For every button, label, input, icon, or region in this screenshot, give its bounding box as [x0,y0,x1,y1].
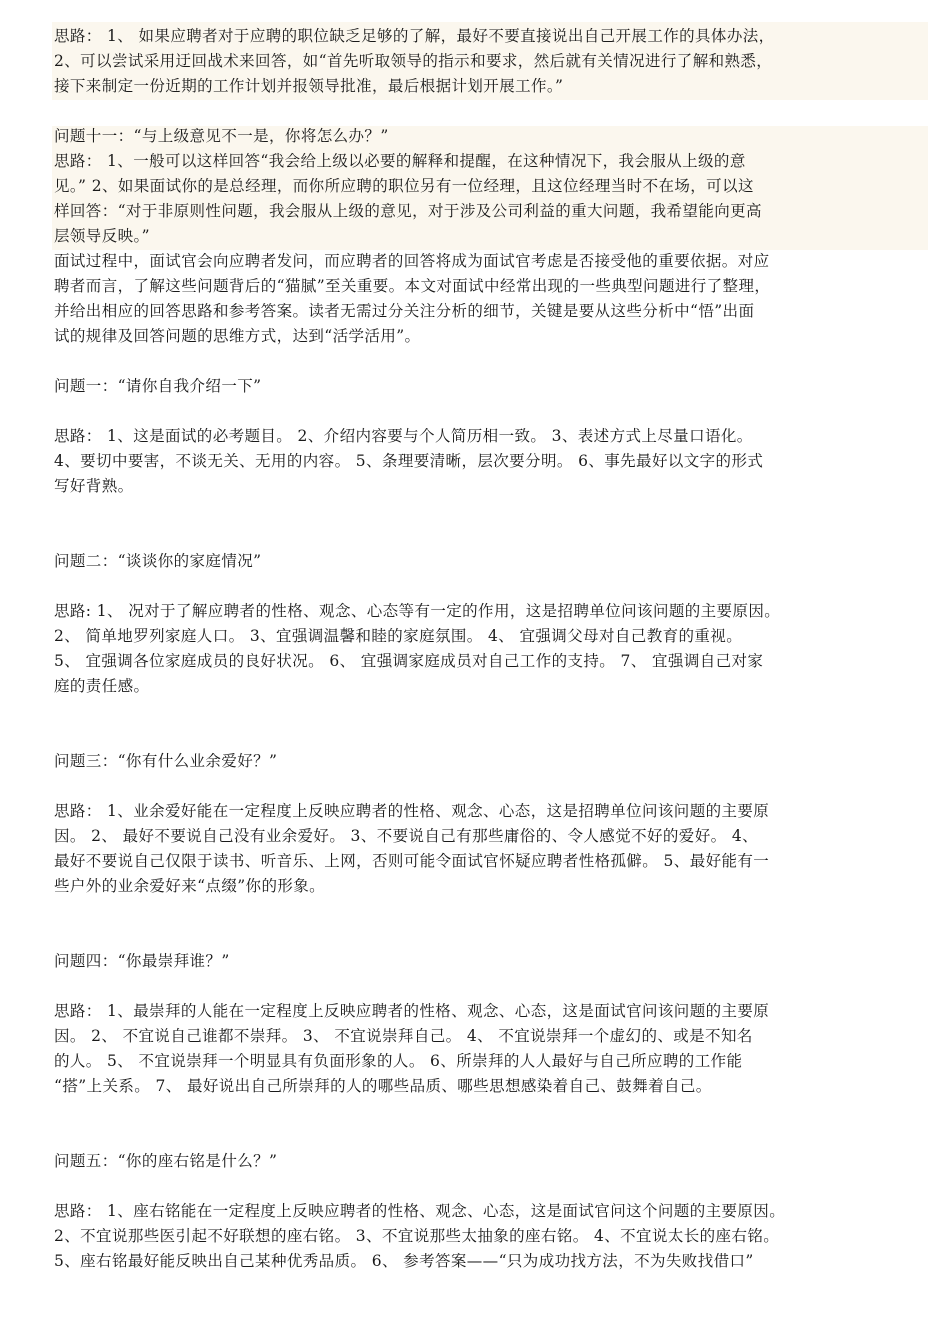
text-line: 问题四：“你最崇拜谁？” [54,952,230,970]
text-line: 聘者而言，了解这些问题背后的“猫腻”至关重要。本文对面试中经常出现的一些典型问题进行了整理， [54,277,771,295]
text-line: 思路： 1、座右铭能在一定程度上反映应聘者的性格、观念、心态，这是面试官问这个问题的主要原因。 [54,1202,786,1220]
text-line: 思路： 1、这是面试的必考题目。 2、介绍内容要与个人简历相一致。 3、表述方式上尽量口语化。 [54,427,753,445]
blank-line [54,974,934,999]
text-line: 问题十一：“与上级意见不一是，你将怎么办？” [54,127,389,145]
text-line: 的人。 5、 不宜说崇拜一个明显具有负面形象的人。 6、所崇拜的人人最好与自己所应聘的工作能 [54,1052,743,1070]
text-line: 思路： 1、最崇拜的人能在一定程度上反映应聘者的性格、观念、心态，这是面试官问该问题的主要原 [54,1002,770,1020]
blank-line [54,99,934,124]
text-line: 2、 简单地罗列家庭人口。 3、宜强调温馨和睦的家庭氛围。 4、 宜强调父母对自己教育的重视。 [54,627,743,645]
text-line: 2、不宜说那些医引起不好联想的座右铭。 3、不宜说那些太抽象的座右铭。 4、不宜说太长的座右铭。 [54,1227,780,1245]
text-line: 思路： 1、业余爱好能在一定程度上反映应聘者的性格、观念、心态，这是招聘单位问该问题的主要原 [54,802,770,820]
text-line: 5、 宜强调各位家庭成员的良好状况。 6、 宜强调家庭成员对自己工作的支持。 7、 宜强调自己对家 [54,652,764,670]
blank-line [54,699,934,749]
text-line: 问题三：“你有什么业余爱好？” [54,752,278,770]
text-line: 些户外的业余爱好来“点缀”你的形象。 [54,877,326,895]
blank-line [54,774,934,799]
text-line: 问题五：“你的座右铭是什么？” [54,1152,278,1170]
blank-line [54,899,934,949]
text-line: 接下来制定一份近期的工作计划并报领导批准，最后根据计划开展工作。” [54,77,564,95]
text-line: 问题二：“谈谈你的家庭情况” [54,552,262,570]
text-line: 写好背熟。 [54,477,134,495]
document-body [54,24,934,1274]
text-line: 最好不要说自己仅限于读书、听音乐、上网，否则可能令面试官怀疑应聘者性格孤僻。 5、最好能有一 [54,852,770,870]
text-line: 并给出相应的回答思路和参考答案。读者无需过分关注分析的细节，关键是要从这些分析中“悟”出面 [54,302,755,320]
text-line: 5、座右铭最好能反映出自己某种优秀品质。 6、 参考答案——“只为成功找方法，不为失败找借口” [54,1252,754,1270]
blank-line [54,1174,934,1199]
text-line: 因。 2、 不宜说自己谁都不崇拜。 3、 不宜说崇拜自己。 4、 不宜说崇拜一个虚幻的、或是不知名 [54,1027,753,1045]
text-line: 4、要切中要害，不谈无关、无用的内容。 5、条理要清晰，层次要分明。 6、事先最好以文字的形式 [54,452,764,470]
blank-line [54,349,934,374]
text-line: 样回答：“对于非原则性问题，我会服从上级的意见，对于涉及公司利益的重大问题，我希望能向更高 [54,202,762,220]
blank-line [54,574,934,599]
text-line: 因。 2、 最好不要说自己没有业余爱好。 3、不要说自己有那些庸俗的、令人感觉不好的爱好。 4、 [54,827,758,845]
text-line: 2、可以尝试采用迂回战术来回答，如“首先听取领导的指示和要求，然后就有关情况进行了解和熟悉， [54,52,773,70]
text-line: 思路: 1、 况对于了解应聘者的性格、观念、心态等有一定的作用，这是招聘单位问该问题的主要原因。 [54,602,781,620]
text-line: “搭”上关系。 7、 最好说出自己所崇拜的人的哪些品质、哪些思想感染着自己、鼓舞着自己。 [54,1077,712,1095]
text-line: 面试过程中，面试官会向应聘者发问，而应聘者的回答将成为面试官考虑是否接受他的重要依据。对应 [54,252,770,270]
blank-line [54,399,934,424]
text-line: 思路： 1、 如果应聘者对于应聘的职位缺乏足够的了解，最好不要直接说出自己开展工作的具体办法， [54,27,775,45]
text-line: 试的规律及回答问题的思维方式，达到“活学活用”。 [54,327,421,345]
text-line: 思路： 1、一般可以这样回答“我会给上级以必要的解释和提醒，在这种情况下，我会服从上级的意 [54,152,746,170]
text-line: 层领导反映。” [54,227,150,245]
blank-line [54,1099,934,1149]
blank-line [54,499,934,549]
text-line: 见。” 2、如果面试你的是总经理，而你所应聘的职位另有一位经理，且这位经理当时不在场，可以这 [54,177,754,195]
text-line: 庭的责任感。 [54,677,150,695]
text-line: 问题一：“请你自我介绍一下” [54,377,262,395]
